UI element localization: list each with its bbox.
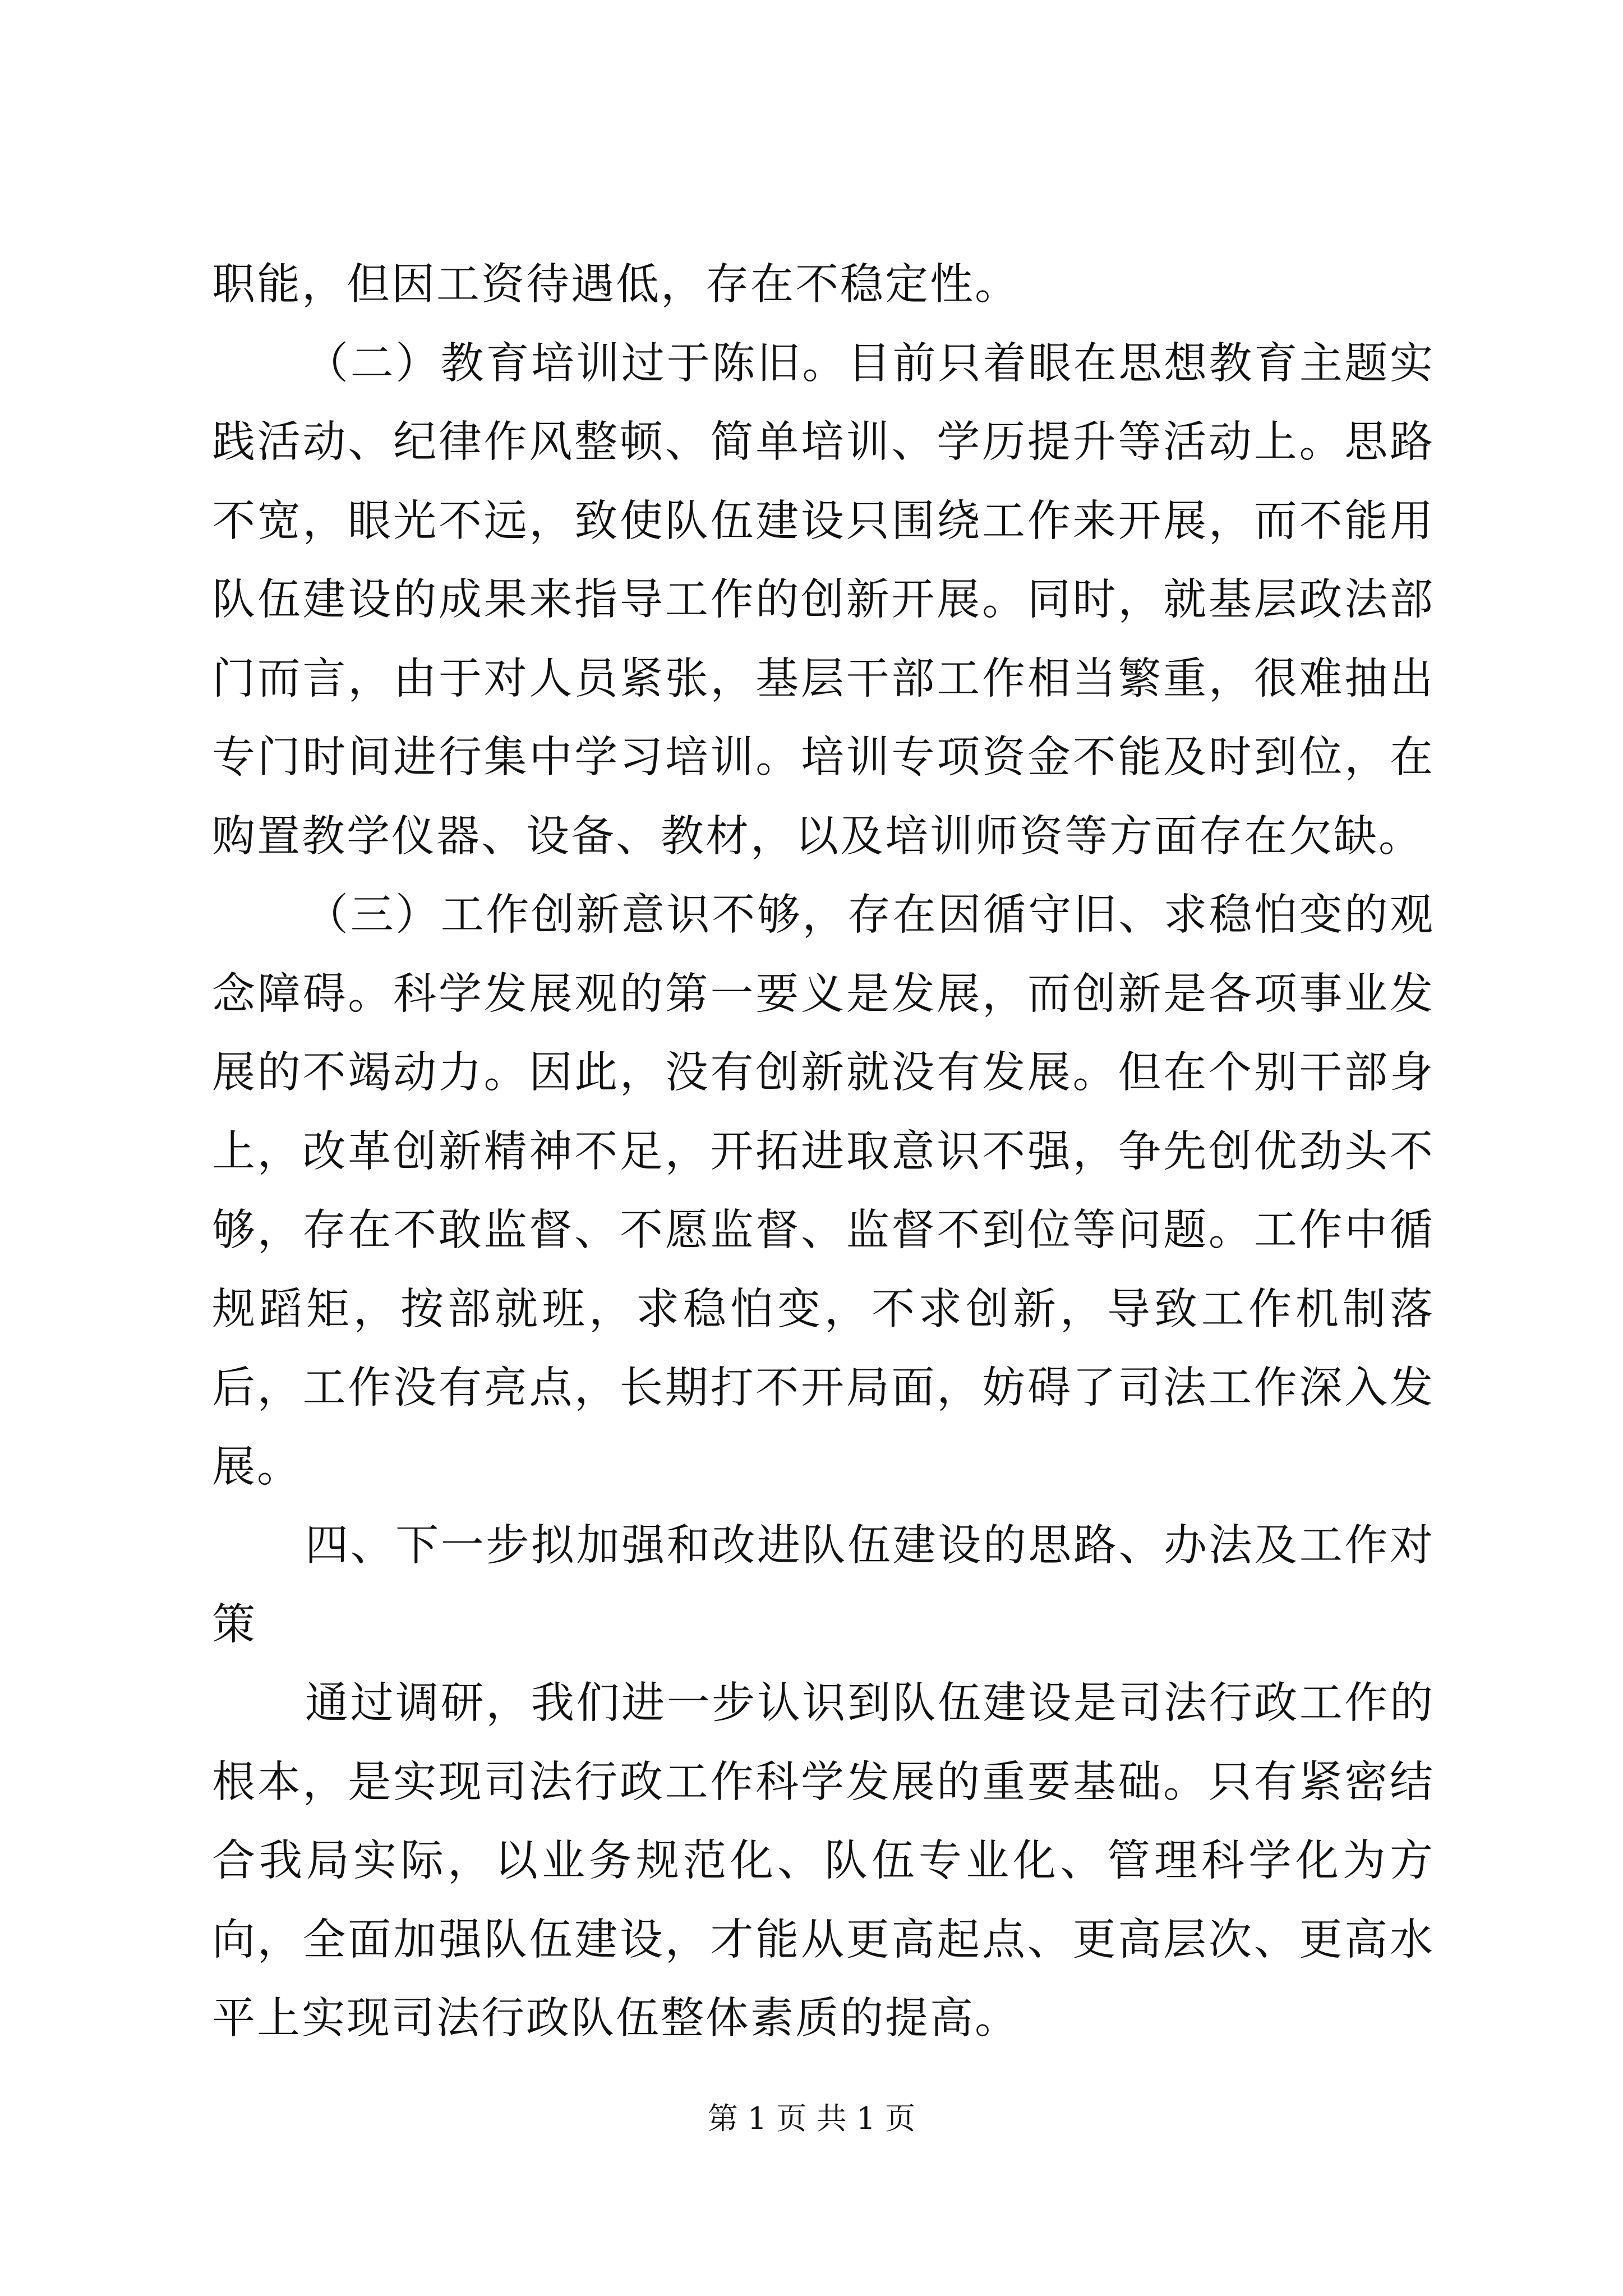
paragraph-continuation: 职能，但因工资待遇低，存在不稳定性。 [212,260,1020,310]
section-heading-next-steps: 四、下一步拟加强和改进队伍建设的思路、办法及工作对策 [212,1521,1435,1650]
paragraph-education-training: （二）教育培训过于陈旧。目前只着眼在思想教育主题实践活动、纪律作风整顿、简单培训、学历提升等活动上。思路不宽，眼光不远，致使队伍建设只围绕工作来开展，而不能用队伍建设的成果来指导工作的创新开展。同时，就基层政法部门而言，由于对人员紧张，基层干部工作相当繁重，很难抽出专门时间进行集中学习培训。培训专项资金不能及时到位，在购置教学仪器、设备、教材，以及培训师资等方面存在欠缺。 [212,338,1435,862]
document-body [212,246,1435,2059]
paragraph-research-conclusion: 通过调研，我们进一步认识到队伍建设是司法行政工作的根本，是实现司法行政工作科学发展的重要基础。只有紧密结合我局实际，以业务规范化、队伍专业化、管理科学化为方向，全面加强队伍建设，才能从更高起点、更高层次、更高水平上实现司法行政队伍整体素质的提高。 [212,1678,1435,2044]
paragraph-innovation: （三）工作创新意识不够，存在因循守旧、求稳怕变的观念障碍。科学发展观的第一要义是发展，而创新是各项事业发展的不竭动力。因此，没有创新就没有发展。但在个别干部身上，改革创新精神不足，开拓进取意识不强，争先创优劲头不够，存在不敢监督、不愿监督、监督不到位等问题。工作中循规蹈矩，按部就班，求稳怕变，不求创新，导致工作机制落后，工作没有亮点，长期打不开局面，妨碍了司法工作深入发展。 [212,890,1435,1492]
page-footer: 第 1 页 共 1 页 [707,2101,916,2136]
